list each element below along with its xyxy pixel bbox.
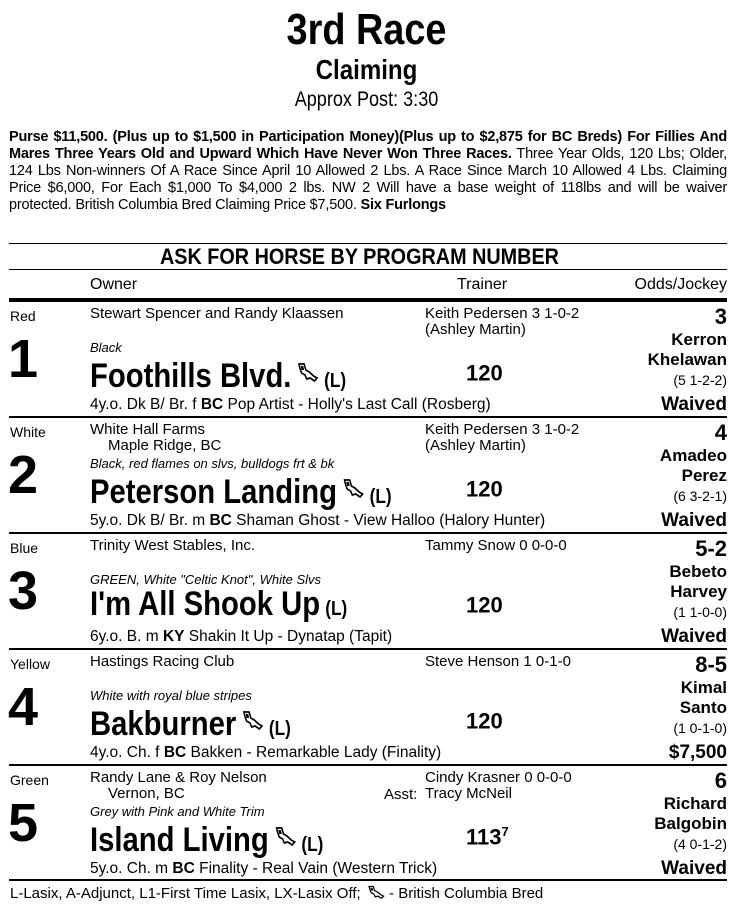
weight [466, 360, 503, 386]
pedigree: Bakken - Remarkable Lady (Finality) [190, 744, 442, 761]
morning-line-odds: 4 [714, 420, 727, 445]
age-sex: 4y.o. Dk B/ Br. f [90, 396, 197, 413]
legend [10, 884, 543, 902]
jockey-last: Santo [679, 698, 727, 717]
owner-name: Randy Lane & Roy Nelson [90, 769, 267, 786]
morning-line-odds: 8-5 [695, 652, 727, 677]
bred-state: KY [162, 628, 185, 645]
bc-bred-icon [241, 700, 263, 722]
owner-location: Vernon, BC [108, 785, 185, 802]
column-owner: Owner [90, 276, 138, 293]
jockey-name [648, 330, 727, 370]
bred-state: BC [172, 860, 195, 877]
age-sex: 4y.o. Ch. f [90, 744, 160, 761]
jockey-last: Harvey [670, 582, 727, 601]
jockey-last: Perez [681, 466, 727, 485]
pedigree: Shaman Ghost - View Halloo (Halory Hunter) [236, 512, 546, 529]
entry-divider [9, 879, 727, 881]
age-sex: 5y.o. Ch. m [90, 860, 169, 877]
jockey-last: Balgobin [654, 814, 727, 833]
owner-location: Maple Ridge, BC [108, 437, 222, 454]
age-sex: 5y.o. Dk B/ Br. m [90, 512, 206, 529]
silks-description: GREEN, White "Celtic Knot", White Slvs [90, 572, 322, 587]
weight-value: 120 [466, 708, 503, 734]
trainer-sub: Tracy McNeil [425, 785, 512, 802]
weight-value: 113 [466, 824, 502, 850]
claim-price: Waived [661, 394, 727, 415]
jockey-name [680, 678, 727, 718]
bred-state: BC [163, 744, 187, 761]
entry-row [0, 302, 733, 418]
jockey-first: Richard [663, 794, 727, 813]
column-trainer: Trainer [457, 276, 508, 293]
medication: (L) [325, 598, 348, 620]
jockey-name [654, 794, 727, 834]
claim-price: Waived [661, 626, 727, 647]
trainer-sub: (Ashley Martin) [425, 321, 526, 338]
jockey-stats: (1 1-0-0) [673, 604, 727, 620]
jockey-stats: (4 0-1-2) [673, 836, 727, 852]
race-distance: Six Furlongs [360, 197, 446, 213]
pedigree: Finality - Real Vain (Western Trick) [199, 860, 438, 877]
program-number: 1 [8, 329, 39, 389]
assistant-label: Asst: [384, 786, 418, 803]
race-type: Claiming [315, 54, 418, 85]
weight-value: 120 [466, 476, 503, 502]
entry-row [0, 650, 733, 766]
entry-row [0, 534, 733, 650]
owner-name: Trinity West Stables, Inc. [90, 537, 256, 554]
horse-name-line [90, 816, 323, 865]
jockey-first: Kimal [680, 678, 727, 697]
saddle-color: Red [10, 308, 36, 324]
race-title: 3rd Race [286, 5, 447, 54]
horse-name-line [90, 584, 347, 629]
pedigree-line [90, 512, 545, 530]
entry-row [0, 766, 733, 882]
medication: (L) [268, 718, 291, 740]
horse-name: I'm All Shook Up [90, 585, 321, 623]
weight [466, 708, 503, 734]
medication: (L) [369, 486, 392, 508]
trainer-name: Steve Henson 1 0-1-0 [425, 653, 571, 670]
column-odds-jockey: Odds/Jockey [634, 276, 727, 293]
conditions-body: Three Year Olds, 120 Lbs; Older, 124 Lbs Non-winners Of A Race Since April 10 Allowed 2 Lbs. A Race Since March 10 Allowed 4 Lbs. Claiming Price $6,000, For Each $1,000 To $4,000 2 lbs. NW 2 Will have a base weight of 118lbs and will be waiver protected. British Columbia Bred Claiming Price $7,500. [9, 146, 727, 213]
claim-price: Waived [661, 510, 727, 531]
medication: (L) [301, 834, 324, 856]
silks-description: Black, red flames on slvs, bulldogs frt & bk [90, 456, 335, 471]
jockey-first: Amadeo [659, 446, 727, 465]
pedigree: Shakin It Up - Dynatap (Tapit) [188, 628, 393, 645]
program-number: 5 [8, 793, 39, 853]
program-number: 3 [8, 561, 39, 621]
jockey-last: Khelawan [647, 350, 727, 369]
silks-description: White with royal blue stripes [90, 688, 252, 703]
bc-bred-icon [297, 352, 319, 374]
trainer-name: Keith Pedersen 3 1-0-2 [425, 421, 580, 438]
legend-text: L-Lasix, A-Adjunct, L1-First Time Lasix, LX-Lasix Off; [10, 885, 361, 902]
post-time: Approx Post: 3:30 [294, 88, 439, 111]
bc-bred-icon [342, 468, 364, 490]
legend-bc-text: - British Columbia Bred [389, 885, 544, 902]
jockey-name [660, 446, 727, 486]
jockey-stats: (1 0-1-0) [673, 720, 727, 736]
jockey-first: Bebeto [669, 562, 727, 581]
horse-name-line [90, 352, 346, 401]
claim-price: Waived [661, 858, 727, 879]
weight [466, 592, 503, 618]
bred-state: BC [200, 396, 224, 413]
conditions-purse: Purse $11,500. (Plus up to $1,500 in Participation Money)(Plus up to $2,875 for BC Breds) For Fillies And Mares Three Years Old and Upward Which Have Never Won Three Races. [9, 129, 727, 162]
claim-price: $7,500 [668, 742, 727, 763]
pedigree: Pop Artist - Holly's Last Call (Rosberg) [227, 396, 491, 413]
horse-name: Peterson Landing [90, 473, 337, 511]
age-sex: 6y.o. B. m [90, 628, 159, 645]
saddle-color: Green [10, 772, 49, 788]
trainer-name: Tammy Snow 0 0-0-0 [425, 537, 567, 554]
bc-bred-icon [367, 884, 385, 900]
program-number: 2 [8, 445, 39, 505]
divider [9, 269, 727, 270]
saddle-color: Yellow [10, 656, 50, 672]
weight-sup: 7 [501, 824, 509, 839]
horse-name: Foothills Blvd. [90, 357, 292, 395]
pedigree-line [90, 860, 437, 878]
entry-row [0, 418, 733, 534]
saddle-color: Blue [10, 540, 39, 556]
morning-line-odds: 3 [714, 304, 727, 329]
program-banner: ASK FOR HORSE BY PROGRAM NUMBER [160, 244, 559, 269]
race-conditions [9, 129, 727, 214]
pedigree-line [90, 744, 441, 762]
pedigree-line [90, 628, 392, 646]
jockey-name [669, 562, 727, 602]
owner-name: Stewart Spencer and Randy Klaassen [90, 305, 344, 322]
morning-line-odds: 6 [714, 768, 727, 793]
jockey-stats: (6 3-2-1) [673, 488, 727, 504]
weight-value: 120 [466, 592, 503, 618]
weight [466, 476, 503, 502]
trainer-sub: (Ashley Martin) [425, 437, 526, 454]
bred-state: BC [209, 512, 232, 529]
saddle-color: White [10, 424, 46, 440]
jockey-stats: (5 1-2-2) [673, 372, 727, 388]
program-number: 4 [8, 677, 39, 737]
horse-name: Island Living [90, 821, 269, 859]
medication: (L) [324, 370, 347, 392]
silks-description: Grey with Pink and White Trim [90, 804, 265, 819]
race-header [0, 6, 733, 114]
pedigree-line [90, 396, 491, 414]
trainer-name: Keith Pedersen 3 1-0-2 [425, 305, 580, 322]
morning-line-odds: 5-2 [695, 536, 727, 561]
weight [466, 824, 509, 850]
bc-bred-icon [274, 816, 296, 838]
horse-name-line [90, 700, 291, 749]
trainer-name: Cindy Krasner 0 0-0-0 [425, 769, 572, 786]
jockey-first: Kerron [671, 330, 727, 349]
owner-name: Hastings Racing Club [90, 653, 235, 670]
horse-name-line [90, 468, 392, 517]
silks-description: Black [90, 340, 122, 355]
owner-name: White Hall Farms [90, 421, 206, 438]
horse-name: Bakburner [90, 705, 237, 743]
weight-value: 120 [466, 360, 503, 386]
